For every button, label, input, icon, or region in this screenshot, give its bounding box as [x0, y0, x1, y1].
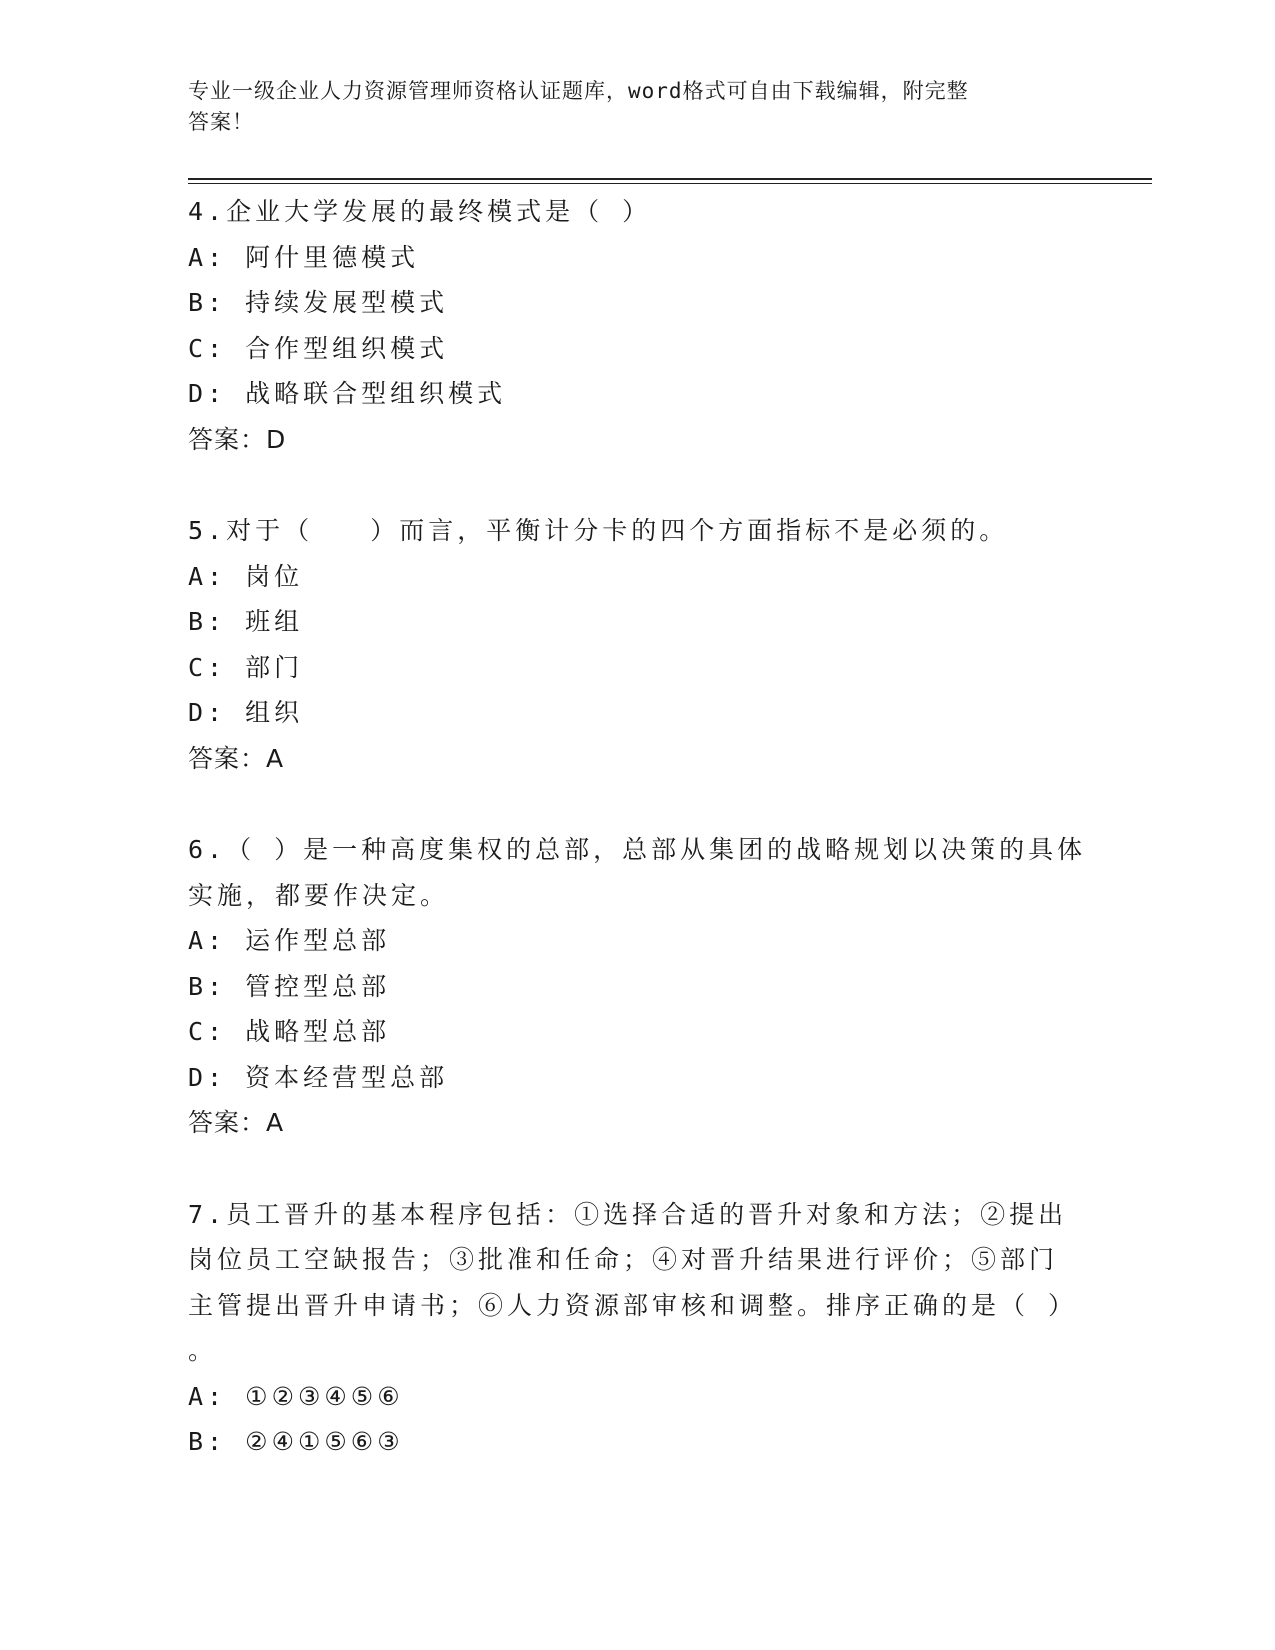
question-5 — [188, 508, 1088, 781]
question-stem-line-1: 6.（ ）是一种高度集权的总部，总部从集团的战略规划以决策的具体 — [188, 835, 1087, 864]
question-stem-line-2: 岗位员工空缺报告；③批准和任命；④对晋升结果进行评价；⑤部门 — [188, 1245, 1059, 1274]
option-c: C: 部门 — [188, 652, 304, 682]
option-a: A: 运作型总部 — [188, 926, 391, 955]
option-a: A: 岗位 — [188, 561, 304, 591]
answer: 答案：A — [188, 743, 285, 773]
header-line-1: 专业一级企业人力资源管理师资格认证题库，word格式可自由下载编辑，附完整 — [188, 79, 969, 103]
option-d: D: 战略联合型组织模式 — [188, 379, 507, 408]
option-b: B: ②④①⑤⑥③ — [188, 1427, 404, 1456]
option-d: D: 资本经营型总部 — [188, 1062, 449, 1092]
option-b: B: 管控型总部 — [188, 971, 391, 1001]
header-line-2: 答案！ — [188, 110, 254, 134]
question-stem-line-4: 。 — [188, 1336, 218, 1365]
question-stem-line-3: 主管提出晋升申请书；⑥人力资源部审核和调整。排序正确的是（ ） — [188, 1290, 1078, 1320]
option-b: B: 班组 — [188, 607, 304, 636]
option-d: D: 组织 — [188, 698, 304, 727]
option-b: B: 持续发展型模式 — [188, 288, 449, 317]
option-a: A: 阿什里德模式 — [188, 242, 420, 272]
question-list — [188, 189, 1088, 1511]
answer: 答案：A — [188, 1108, 285, 1137]
question-stem: 5.对于（ ）而言，平衡计分卡的四个方面指标不是必须的。 — [188, 516, 1009, 545]
question-7 — [188, 1192, 1088, 1465]
question-stem: 4.企业大学发展的最终模式是（ ） — [188, 197, 652, 226]
question-4 — [188, 189, 1088, 462]
question-stem-line-1: 7.员工晋升的基本程序包括：①选择合适的晋升对象和方法；②提出 — [188, 1199, 1068, 1229]
document-header — [188, 76, 1068, 138]
option-c: C: 合作型组织模式 — [188, 333, 449, 363]
option-c: C: 战略型总部 — [188, 1017, 391, 1046]
option-a: A: ①②③④⑤⑥ — [188, 1381, 404, 1411]
header-rule-thick — [188, 178, 1152, 180]
question-6 — [188, 827, 1088, 1146]
question-stem-line-2: 实施，都要作决定。 — [188, 880, 450, 910]
header-rule-thin — [188, 183, 1152, 184]
answer: 答案：D — [188, 424, 287, 454]
